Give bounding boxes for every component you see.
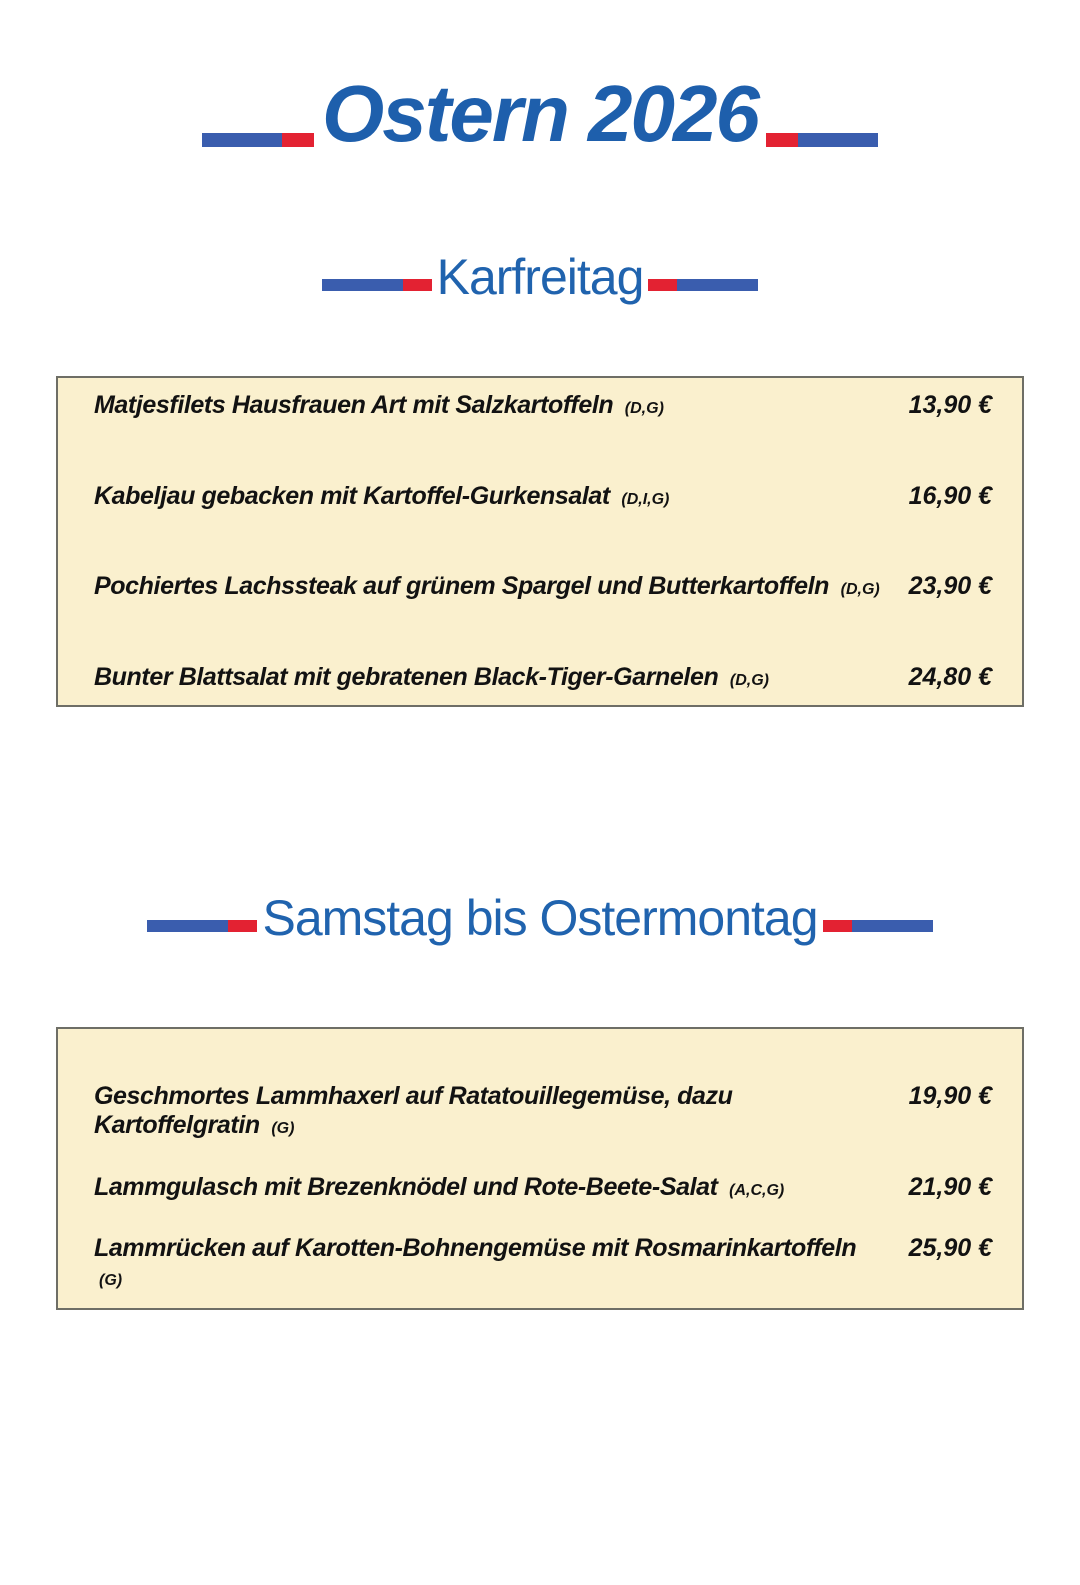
menu-item-name: Matjesfilets Hausfrauen Art mit Salzkartoffeln <box>94 391 614 419</box>
section-heading-row-samstag <box>0 889 1080 947</box>
menu-item-price: 13,90 € <box>908 391 992 419</box>
menu-item-price: 16,90 € <box>908 481 992 510</box>
divider-red-segment <box>403 279 432 291</box>
divider-blue-segment <box>322 279 403 291</box>
menu-page <box>0 58 1080 1585</box>
menu-item-price: 23,90 € <box>908 572 992 601</box>
menu-item-row <box>58 1173 1022 1202</box>
section-heading-karfreitag: Karfreitag <box>436 249 644 305</box>
menu-item-price: 25,90 € <box>908 1234 992 1262</box>
divider-blue-segment <box>147 920 228 932</box>
menu-item-row <box>58 572 1022 601</box>
allergen-code: (G) <box>99 1272 123 1289</box>
allergen-code: (D,I,G) <box>621 490 670 508</box>
menu-item-row <box>58 1234 1022 1292</box>
menu-item-row <box>58 663 1022 692</box>
menu-item-name-wrap <box>94 1173 784 1202</box>
menu-item-price: 19,90 € <box>908 1082 992 1110</box>
divider-blue-segment <box>798 133 878 147</box>
menu-item-name-wrap <box>94 482 669 511</box>
menu-box-samstag <box>56 1027 1024 1310</box>
divider-blue-segment <box>677 279 758 291</box>
menu-item-name-wrap <box>94 663 769 692</box>
menu-item-name-wrap <box>94 1234 889 1292</box>
menu-box-karfreitag <box>56 376 1024 707</box>
allergen-code: (D,G) <box>624 400 664 417</box>
menu-item-name: Kabeljau gebacken mit Kartoffel-Gurkensalat <box>94 481 610 510</box>
menu-item-price: 21,90 € <box>908 1172 992 1201</box>
menu-item-name: Lammrücken auf Karotten-Bohnengemüse mit Rosmarinkartoffeln <box>94 1234 857 1262</box>
allergen-code: (D,G) <box>840 581 880 599</box>
divider-blue-segment <box>852 920 933 932</box>
menu-item-name: Bunter Blattsalat mit gebratenen Black-Tiger-Garnelen <box>94 662 719 691</box>
allergen-code: (A,C,G) <box>729 1181 785 1199</box>
menu-item-price: 24,80 € <box>908 662 992 691</box>
menu-item-name-wrap <box>94 391 664 420</box>
divider-red-segment <box>282 133 314 147</box>
divider-red-segment <box>766 133 798 147</box>
menu-item-name: Pochiertes Lachssteak auf grünem Spargel und Butterkartoffeln <box>94 572 830 601</box>
menu-item-name-wrap <box>94 572 880 601</box>
allergen-code: (D,G) <box>729 671 769 689</box>
menu-item-name: Geschmortes Lammhaxerl auf Ratatouillegemüse, dazu Kartoffelgratin <box>94 1082 733 1139</box>
divider-red-segment <box>228 920 257 932</box>
menu-item-name-wrap <box>94 1082 889 1140</box>
allergen-code: (G) <box>271 1120 295 1137</box>
page-title-row <box>0 58 1080 170</box>
section-heading-row-karfreitag <box>0 248 1080 306</box>
page-title: Ostern 2026 <box>321 69 759 158</box>
divider-blue-segment <box>202 133 282 147</box>
menu-item-row <box>58 391 1022 420</box>
section-heading-samstag: Samstag bis Ostermontag <box>262 890 818 946</box>
menu-item-row <box>58 482 1022 511</box>
divider-red-segment <box>823 920 852 932</box>
menu-item-name: Lammgulasch mit Brezenknödel und Rote-Beete-Salat <box>94 1172 718 1201</box>
divider-red-segment <box>648 279 677 291</box>
menu-item-row <box>58 1082 1022 1140</box>
